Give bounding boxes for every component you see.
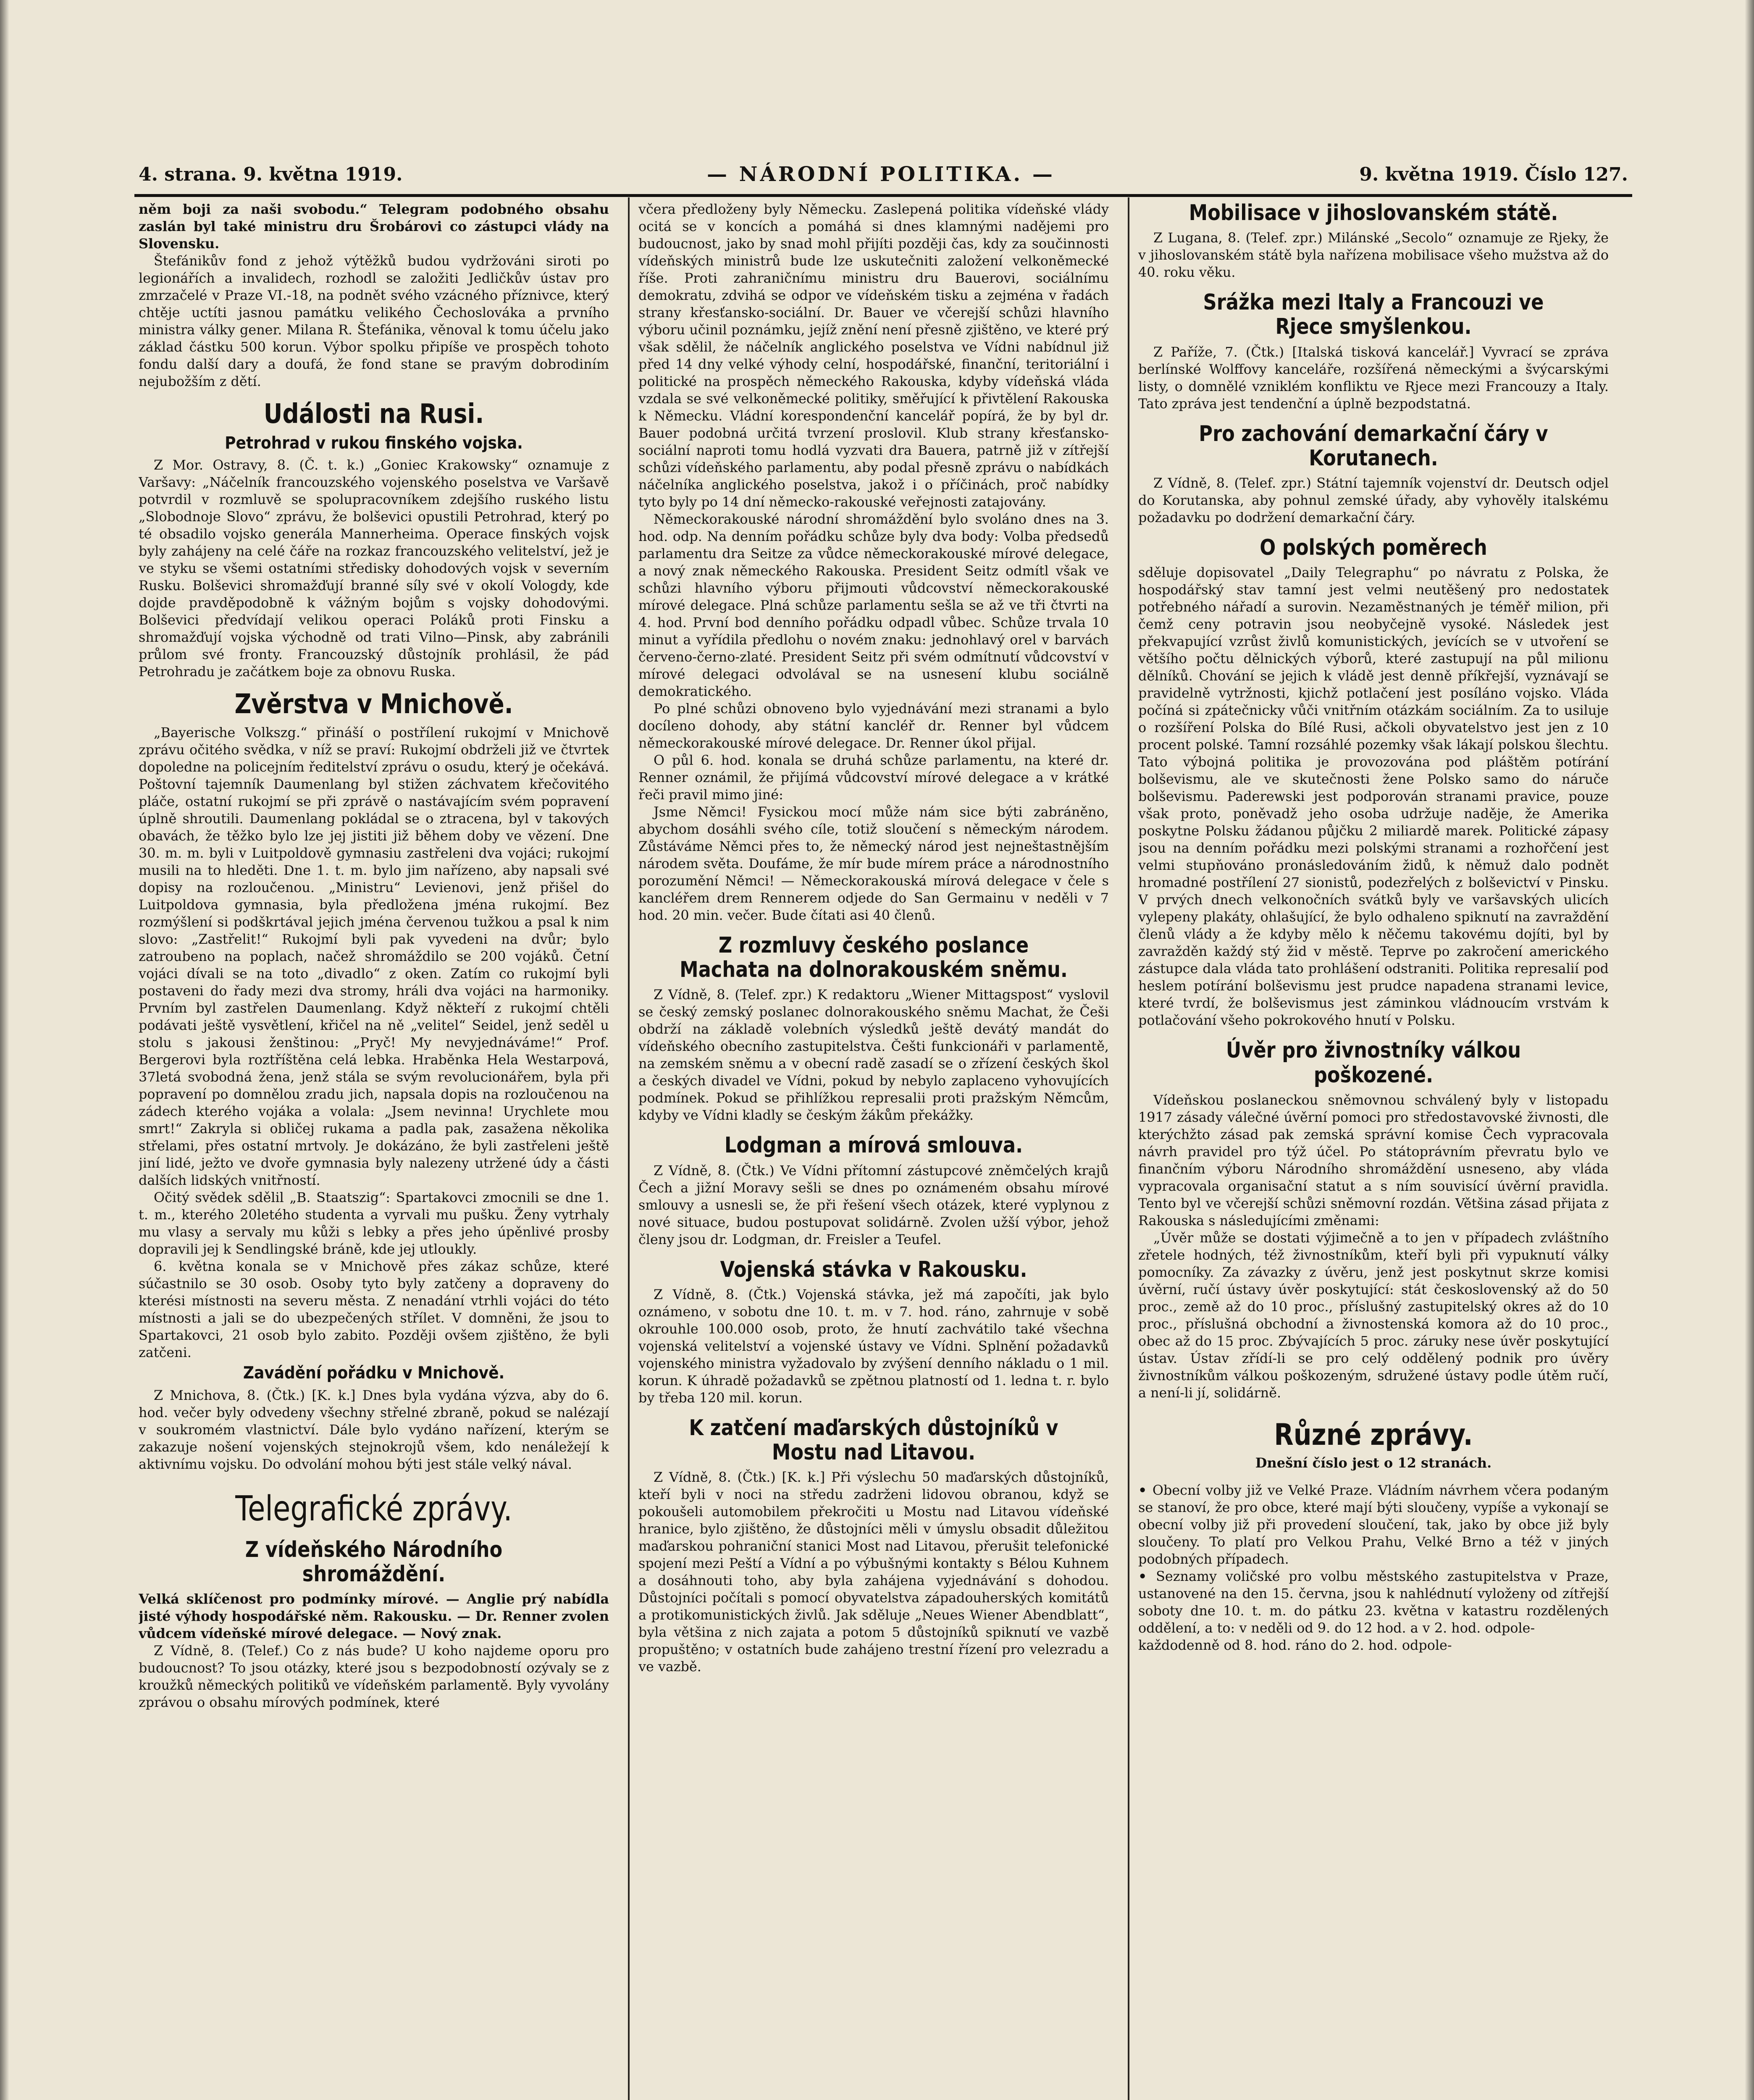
column-divider	[628, 197, 630, 2100]
article-paragraph: Z Vídně, 8. (Čtk.) Ve Vídni přítomní zástupcové zněmčelých krajů Čech a jižní Moravy sešli se dnes po oznámeném obsahu mírové smlouvy a usnesli se, že při řešení všech otázek, které vyplynou z nové situace, budou postupovat solidárně. Zvolen užší výbor, jehož členy jsou dr. Lodgman, dr. Freisler a Teufel.	[638, 1163, 1109, 1247]
column-1	[139, 201, 609, 2100]
header-right: 9. května 1919. Číslo 127.	[1359, 163, 1628, 185]
article-paragraph: Z Paříže, 7. (Čtk.) [Italská tisková kancelář.] Vyvrací se zpráva berlínské Wolffovy kanceláře, rozšířená německými a švýcarskými listy, o domnělé vzniklém konfliktu ve Rjece mezi Francouzy a Italy. Tato zpráva jest tendenční a úplně bezpodstatná.	[1138, 344, 1609, 412]
article-subheading: Petrohrad v rukou finského vojska.	[225, 433, 523, 453]
scan-edge-shadow	[1745, 0, 1754, 2100]
section-heading: Telegrafické zprávy.	[235, 1488, 512, 1529]
article-paragraph: Vídeňskou poslaneckou sněmovnou schválený byly v listopadu 1917 zásady válečné úvěrní pomoci pro středostavovské živnosti, dle kterýchžto zásad pak zemská správní komise Čech vypracovala návrh pravidel pro týž účel. Po státoprávním převratu bylo ve finančním výboru Národního shromáždění usneseno, aby vláda vypracovala organisační statut a s ním souvisící úvěrní pravidla. Tento byl ve včerejší schůzi sněmovní rozdán. Většina zásad přijata z Rakouska s následujícími změnami:	[1138, 1092, 1609, 1228]
section-heading: Různé zprávy.	[1274, 1417, 1473, 1452]
article-headline: Zavádění pořádku v Mnichově.	[243, 1363, 505, 1383]
header-left: 4. strana. 9. května 1919.	[139, 163, 403, 185]
article-paragraph: 6. května konala se v Mnichově přes zákaz schůze, které súčastnilo se 30 osob. Osoby tyto byly zatčeny a dopraveny do kterési místnosti na severu města. Z nenadání vtrhli vojáci do této místnosti a jali se do ubezpečených střílet. V domněni, že jsou to Spartakovci, 21 osob bylo zabito. Později ovšem zjištěno, že byli zatčeni.	[139, 1259, 609, 1361]
scan-edge-shadow	[0, 0, 9, 2100]
section-heading: Události na Rusi.	[263, 399, 484, 430]
column-divider	[1128, 197, 1129, 2100]
article-headline: O polských poměrech	[1260, 535, 1487, 561]
header-rule	[134, 194, 1632, 197]
article-paragraph: sděluje dopisovatel „Daily Telegraphu“ po návratu z Polska, že hospodářský stav tamní jest velmi neutěšený pro nedostatek potřebného nářadí a surovin. Nezaměstnaných je téměř milion, při čemž ceny potravin jsou neobyčejně vysoké. Následek jest překvapující vzrůst živlů komunistických, jevících se v utvoření se většího počtu dělnických výborů, které zastupují na půl milionu dělníků. Chování se jejich k vládě jest denně příkřejší, vyznávají se pravidelně vytržnosti, kjichž potlačení jest posíláno vojsko. Vláda počíná si zpátečnicky vůči vnitřním otázkám sociálním. Za to usiluje o rozšíření Polska do Bílé Rusi, ačkoli obyvatelstvo jest jen z 10 procent polské. Tamní rozsáhlé pozemky však lákají polskou šlechtu. Tato výbojná politika je provozována pod pláštěm potírání bolševismu, ale ve skutečnosti žene Polsko samo do náruče bolševismu. Paderewski jest podporován stranami pravice, pouze však proto, poněvadž jeho osoba udržuje naděje, že Amerika poskytne Polsku žádanou půjčku 2 miliardě marek. Politické zápasy jsou na denním pořádku mezi polskými stranami a rozhořčení jest velmi stupňováno pronásledováním židů, k němuž dalo podnět hromadné postřílení 27 sionistů, podezřelých z bolševictví v Pinsku. V prvých dnech velkonočních svátků byly ve varšavských ulicích vylepeny plakáty, ohlašující, že bylo odhaleno spiknutí na zavraždění členů vlády a že kdyby mělo k něčemu takovému dojíti, byl by zavražděn každý stý žid v městě. Teprve po zakročení amerického zástupce dala vláda tato prohlášení odstraniti. Politika represalií pod heslem potírání bolševismu jest prudce napadena stranami levice, které tvrdí, že bolševismus jest záminkou vládnoucím vrstvám k potlačování všeho pokrokového hnutí v Polsku.	[1138, 565, 1609, 1029]
article-headline: Zvěrstva v Mnichově.	[234, 689, 513, 720]
article-headline: Lodgman a mírová smlouva.	[724, 1133, 1023, 1158]
news-item-text: Obecní volby již ve Velké Praze. Vládním návrhem včera podaným se stanoví, že pro obce, které mají býti sloučeny, vypíše a vykonají se obecní volby již při provedení sloučení, tak, jako by obce již byly sloučeny. To platí pro Velkou Prahu, Velké Brno a též v jiných podobných případech.	[1138, 1483, 1609, 1567]
article-headline: Z rozmluvy českého poslance Machata na dolnorakouském sněmu.	[680, 933, 1068, 983]
news-item-text: Seznamy voličské pro volbu městského zastupitelstva v Praze, ustanovené na den 15. června, jsou k nahlédnutí vyloženy od zítřejší soboty dne 10. t. m. do pátku 23. května v katastru rozdělených oddělení, a to: v neděli od 9. do 12 hod. a v 2. hod. odpole-	[1138, 1569, 1609, 1636]
article-headline: Srážka mezi Italy a Francouzi ve Rjece smyšlenkou.	[1203, 290, 1544, 340]
article-paragraph: Z Mor. Ostravy, 8. (Č. t. k.) „Goniec Krakowsky“ oznamuje z Varšavy: „Náčelník francouzského vojenského poselstva ve Varšavě potvrdil v rozmluvě se spolupracovníkem zdejšího ruského listu „Slobodnoje Slovo“ zprávu, že bolševici opustili Petrohrad, který po té obsadilo vojsko generála Mannerheima. Operace finských vojsk byly zahájeny na celé čáře na rozkaz francouzského velitelství, jež je ve styku se všemi ostatními středisky dohodových vojsk v severním Rusku. Bolševici shromažďují branné síly své v okolí Vologdy, kde dojde pravděpodobně k vážným bojům s vojsky dohodovými. Bolševici předvídají velikou operaci Poláků proti Finsku a shromažďují vojska východně od trati Vilno—Pinsk, aby zabránili průlom své fronty. Francouzský důstojník prohlásil, že pád Petrohradu je začátkem boje za obnovu Ruska.	[139, 457, 609, 680]
article-paragraph: Z Mnichova, 8. (Čtk.) [K. k.] Dnes byla vydána výzva, aby do 6. hod. večer byly odvedeny všechny střelné zbraně, pokud se nalézají v soukromém vlastnictví. Dále bylo vydáno nařízení, kterým se zakazuje nošení vojenských stejnokrojů všem, kdo nenáležejí k aktivnímu vojsku. Do odvolání mohou býti jest stále velký nával.	[139, 1387, 609, 1472]
article-paragraph: Z Vídně, 8. (Telef. zpr.) K redaktoru „Wiener Mittagspost“ vyslovil se český zemský poslanec dolnorakouského sněmu Machat, že Češi obdrží na základě volebních výsledků ještě devátý mandát do vídeňského obecního zastupitelstva. Češti funkcionáři v parlamentě, na zemském sněmu a v obecní radě zasadí se o zřízení českých škol a českých divadel ve Vídni, pokud by nebylo zaplaceno vyhovujících podmínek. Pokud se přihlížkou represalii proti pražským Němcům, kdyby ve Vídni kladly se českým žákům překážky.	[638, 987, 1109, 1124]
bullet-mark: •	[1138, 1483, 1153, 1499]
issue-note: Dnešní číslo jest o 12 stranách.	[1255, 1455, 1492, 1471]
article-headline: Pro zachování demarkační čáry v Korutanech.	[1199, 421, 1548, 471]
column-2	[638, 201, 1109, 2100]
article-headline: Mobilisace v jihoslovanském státě.	[1189, 201, 1558, 226]
masthead-title: — NÁRODNÍ POLITIKA. —	[706, 163, 1055, 186]
news-item	[1138, 1482, 1609, 1568]
article-headline: Úvěr pro živnostníky válkou poškozené.	[1226, 1038, 1521, 1088]
article-headline: Vojenská stávka v Rakousku.	[720, 1257, 1027, 1282]
article-paragraph: Z Vídně, 8. (Telef. zpr.) Státní tajemník vojenství dr. Deutsch odjel do Korutanska, aby pohnul zemské úřady, aby vyhověly italskému požadavku po dodržení demarkační čáry.	[1138, 475, 1609, 526]
article-paragraph: každodenně od 8. hod. ráno do 2. hod. odpole-	[1138, 1638, 1452, 1654]
article-paragraph: Jsme Němci! Fysickou mocí může nám sice býti zabráněno, abychom dosáhli svého cíle, totiž sloučení s německým národem. Zůstáváme Němci přes to, že německý národ jest nejneštastnějším národem světa. Doufáme, že mír bude mírem práce a národnostního porozumění Němci! — Německorakouská mírová delegace v čele s kancléřem drem Rennerem odjede do San Germainu v neděli v 7 hod. 20 min. večer. Bude čítati asi 40 členů.	[638, 804, 1109, 923]
article-paragraph: Po plné schůzi obnoveno bylo vyjednávání mezi stranami a bylo docíleno dohody, aby státní kancléř dr. Renner byl vůdcem německorakouské mírové delegace. Dr. Renner úkol přijal.	[638, 701, 1109, 751]
article-headline: K zatčení maďarských důstojníků v Mostu nad Litavou.	[689, 1415, 1058, 1465]
article-paragraph: Německorakouské národní shromáždění bylo svoláno dnes na 3. hod. odp. Na denním pořádku schůze byly dva body: Volba předsedů parlamentu dra Seitze za vůdce německorakouské mírové delegace, a nový znak německého Rakouska. President Seitz odmítl však ve schůzi hlavního výboru přijmouti vůdcovství německorakouské mírové delegace. Plná schůze parlamentu sešla se až ve tři čtvrti na 4. hod. První bod denního pořádku odpadl vůbec. Schůze trvala 10 minut a vyřídila předlohu o novém znaku: jednohlavý orel v barvách červeno-černo-zlaté. President Seitz při svém odmítnutí vůdcovství v mírové delegaci odvolával se na usnesení klubu sociálně demokratického.	[638, 512, 1109, 699]
article-paragraph: Z Vídně, 8. (Čtk.) [K. k.] Při výslechu 50 maďarských důstojníků, kteří byli v noci na středu zadrženi lidovou obranou, když se pokoušeli automobilem překročiti u Mostu nad Litavou vídeňské hranice, bylo zjištěno, že důstojníci měli v úmyslu obsadit důležitou maďarskou pohraniční stanici Most nad Litavou, přerušit telefonické spojení mezi Peští a Vídní a po výbušnými kontakty s Bélou Kuhnem a dosáhnouti toho, aby byla zahájena vyjednávání s dohodou. Důstojníci počítali s pomocí obyvatelstva západouherských komitátů a protikomunistických živlů. Jak sděluje „Neues Wiener Abendblatt“, byla většina z nich zajata a potom 5 důstojníků spiknutí ve vazbě propuštěno; v ostatních bude zahájeno trestní řízení pro velezradu a ve vazbě.	[638, 1470, 1109, 1675]
news-item	[1138, 1568, 1609, 1637]
article-paragraph: Z Lugana, 8. (Telef. zpr.) Milánské „Secolo“ oznamuje ze Rjeky, že v jihoslovanském státě byla nařízena mobilisace všeho mužstva až do 40. roku věku.	[1138, 230, 1609, 281]
article-paragraph: Štefánikův fond z jehož výtěžků budou vydržováni siroti po legionářích a invalidech, rozhodl se založiti Jedličkův ústav pro zmrzačelé v Praze VI.-18, na podnět svého vzácného příznivce, který chtěje uctíti jasnou památku velikého Čechoslováka a prvního ministra války gener. Milana R. Štefánika, věnoval k tomu účelu jako základ částku 500 korun. Výbor spolku připíše ve prospěch tohoto fondu další dary a doufá, že fond stane se pravým dobrodiním nejubožším z dětí.	[139, 253, 609, 389]
article-paragraph: Očitý svědek sdělil „B. Staatszig“: Spartakovci zmocnili se dne 1. t. m., kterého 20letého studenta a vyrvali mu pušku. Ženy vytrhaly mu vlasy a servaly mu kůži s lebky a přes jeho úpěnlivé prosby dopravili jej k Sendlingské bráně, kde jej utloukly.	[139, 1190, 609, 1257]
article-summary: Velká sklíčenost pro podmínky mírové. — Anglie prý nabídla jisté výhody hospodářské něm. Rakousku. — Dr. Renner zvolen vůdcem vídeňské mírové delegace. — Nový znak.	[139, 1591, 609, 1642]
article-headline: Z vídeňského Národního shromáždění.	[245, 1537, 503, 1587]
article-paragraph: Z Vídně, 8. (Čtk.) Vojenská stávka, jež má započíti, jak bylo oznámeno, v sobotu dne 10. t. m. v 7. hod. ráno, zahrnuje v sobě okrouhle 100.000 osob, proto, že hnutí zachvátilo také všechna vojenská velitelství a vojenské ústavy ve Vídni. Splnění požadavků vojenského ministra vyžadovalo by zvýšení denního nákladu o 1 mil. korun. K úhradě požadavků se zpětnou platností od 1. ledna t. r. bylo by třeba 120 mil. korun.	[638, 1286, 1109, 1406]
bullet-mark: •	[1138, 1569, 1156, 1585]
article-paragraph: něm boji za naši svobodu.“ Telegram podobného obsahu zaslán byl také ministru dru Šrobárovi co zástupci vlády na Slovensku.	[139, 202, 609, 252]
article-paragraph: „Úvěr může se dostati výjimečně a to jen v případech zvláštního zřetele hodných, též živnostníkům, kteří byli při vypuknutí války pomocníky. Za závazky z úvěru, jenž jest poskytnut skrze komisi úvěrní, ručí ústavy úvěr poskytující: stát československý až do 50 proc., země až do 10 proc., příslušný zastupitelský okres až do 10 proc., příslušná obchodní a živnostenská komora až do 10 proc., obec až do 15 proc. Zbývajících 5 proc. záruky nese úvěr poskytující ústav. Ústav zřídí-li se pro celý oddělený podnik pro úvěry živnostníkům válkou poškozeným, sdružené ústavy podle útěm ručí, a není-li jí, solidárně.	[1138, 1230, 1609, 1401]
article-paragraph: „Bayerische Volkszg.“ přináší o postřílení rukojmí v Mnichově zprávu očitého svědka, v níž se praví: Rukojmí obdrželi již ve čtvrtek dopoledne na policejním ředitelství zprávu o osudu, který je očekává. Poštovní tajemník Daumenlang byl stižen záchvatem křečovitého pláče, ostatní rukojmí se při zprávě o nastávajícím svém popravení úplně shroutili. Daumenlang pokládal se o ztracena, byl v takových obavách, že těžko bylo lze jej jistiti již během doby ve vězení. Dne 30. m. m. byli v Luitpoldově gymnasiu zastřeleni dva vojáci; rukojmí musili na to hleděti. Dne 1. t. m. bylo jim nařízeno, aby napsali své dopisy na rozloučenou. „Ministru“ Levienovi, jenž přišel do Luitpoldova gymnasia, byla předložena jména rukojmí. Bez rozmýšlení si podškrtával jejich jména červenou tužkou a psal k nim slovo: „Zastřelit!“ Rukojmí byli pak vyvedeni na dvůr; bylo zatroubeno na poplach, načež shromáždilo se 200 vojáků. Četní vojáci dívali se na toto „divadlo“ z oken. Zatím co rukojmí byli postaveni do řady mezi dva stromy, hráli dva vojáci na harmoniky. Prvním byl zastřelen Daumenlang. Když někteří z rukojmí chtěli podávati ještě vysvětlení, křičel na ně „velitel“ Seidel, jenž seděl u stolu s jakousi ženštinou: „Pryč! My nevyjednáváme!“ Prof. Bergerovi byla roztříštěna celá lebka. Hraběnka Hela Westarpová, 37letá svobodná žena, jenž stála se svým revolucionářem, byla při popravení po domnělou zradu jich, napsala dopis na rozloučenou na zádech kterého vojáka a volala: „Jsem nevinna! Urychlete mou smrt!“ Zakryla si obličej rukama a padla pak, zasažena několika střelami, přes ostatní mrtvoly. Je dokázáno, že byli zastřeleni ještě jiní lidé, ježto ve dvoře gymnasia byly nalezeny utržené údy a části dalších lidských vnitřností.	[139, 725, 609, 1189]
running-header	[139, 160, 1628, 189]
article-paragraph: Z Vídně, 8. (Telef.) Co z nás bude? U koho najdeme oporu pro budoucnost? To jsou otázky, které jsou s bezpodobností ozývaly se z kroužků německých politiků ve vídeňském parlamentě. Byly vyvolány zprávou o obsahu mírových podmínek, které	[139, 1643, 609, 1711]
article-paragraph: včera předloženy byly Německu. Zaslepená politika vídeňské vlády ocitá se v koncích a pomáhá si dnes klamnými nadějemi pro budoucnost, jako by snad mohl přijíti později čas, kdy za součinnosti vídeňských ministrů bude lze uskutečniti založení velkoněmecké říše. Proti zahraničnímu ministru dru Bauerovi, sociálnímu demokratu, zdvihá se odpor ve vídeňském tisku a zejména v řadách strany křesťansko-sociální. Dr. Bauer ve včerejší schůzi hlavního výboru učinil poznámku, jejíž znění není přesně zjištěno, ve které prý však sdělil, že náčelník anglického poselstva ve Vídni nabídnul již před 14 dny velké výhody celní, hospodářské, finanční, teritoriální i politické na prospěch německého Rakouska, kdyby vídeňská vláda vzdala se své velkoněmecké politiky, směřující k přivtělení Rakouska k Německu. Vládní korespondenční kancelář popírá, že by byl dr. Bauer podobná určitá tvrzení proslovil. Klub strany křesťansko-sociální naproti tomu hodlá vyzvati dra Bauera, patrně již v zítřejší schůzi vídeňského parlamentu, aby podal přesně zprávu o nabídkách náčelníka anglického poselstva, jakož i o příčinách, proč nabídky tyto byly po 14 dní německo-rakouské veřejnosti zatajovány.	[638, 202, 1109, 510]
column-3	[1138, 201, 1609, 2100]
article-paragraph: O půl 6. hod. konala se druhá schůze parlamentu, na které dr. Renner oznámil, že přijímá vůdcovství mírové delegace a v krátké řeči pravil mimo jiné:	[638, 753, 1109, 803]
